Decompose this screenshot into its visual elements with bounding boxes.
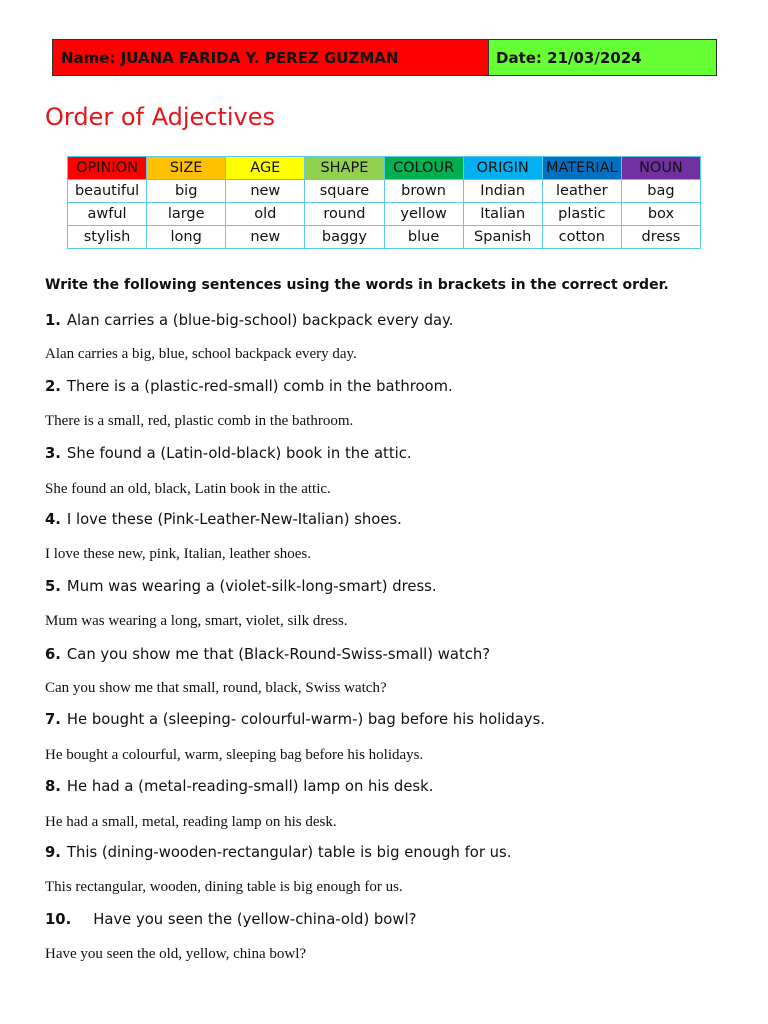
question-number: 8.: [45, 778, 61, 795]
question-text: Mum was wearing a (violet-silk-long-smart) dress.: [66, 578, 437, 595]
table-cell: dress: [621, 226, 700, 249]
question-item: [45, 646, 490, 663]
table-cell: blue: [384, 226, 463, 249]
table-cell: Spanish: [463, 226, 542, 249]
table-cell: awful: [68, 203, 147, 226]
question-number: 10.: [45, 911, 72, 928]
table-cell: new: [226, 226, 305, 249]
question-text: This (dining-wooden-rectangular) table is big enough for us.: [66, 844, 512, 861]
table-cell: leather: [542, 180, 621, 203]
exercise-instructions: Write the following sentences using the words in brackets in the correct order.: [45, 277, 669, 293]
table-cell: long: [147, 226, 226, 249]
question-item: [45, 445, 412, 462]
table-row: [68, 180, 701, 203]
question-item: [45, 778, 433, 795]
question-number: 7.: [45, 711, 61, 728]
answer-text: He had a small, metal, reading lamp on his desk.: [45, 814, 337, 830]
page-title: Order of Adjectives: [45, 103, 276, 131]
answer-text: There is a small, red, plastic comb in the bathroom.: [45, 413, 354, 429]
table-cell: square: [305, 180, 384, 203]
table-cell: round: [305, 203, 384, 226]
question-text: I love these (Pink-Leather-New-Italian) shoes.: [66, 511, 402, 528]
question-item: [45, 844, 511, 861]
column-header-noun: NOUN: [621, 157, 700, 180]
answer-text: Alan carries a big, blue, school backpack every day.: [45, 346, 357, 362]
question-item: [45, 312, 453, 329]
question-number: 2.: [45, 378, 61, 395]
table-cell: old: [226, 203, 305, 226]
question-item: [45, 511, 402, 528]
table-cell: baggy: [305, 226, 384, 249]
student-name-field: Name: JUANA FARIDA Y. PEREZ GUZMAN: [53, 40, 489, 75]
answer-text: He bought a colourful, warm, sleeping bag before his holidays.: [45, 747, 424, 763]
table-header-row: [68, 157, 701, 180]
answer-text: I love these new, pink, Italian, leather shoes.: [45, 546, 312, 562]
question-text: He bought a (sleeping- colourful-warm-) bag before his holidays.: [66, 711, 545, 728]
column-header-age: AGE: [226, 157, 305, 180]
question-text: Can you show me that (Black-Round-Swiss-small) watch?: [66, 646, 491, 663]
answer-text: This rectangular, wooden, dining table is big enough for us.: [45, 879, 403, 895]
table-cell: brown: [384, 180, 463, 203]
question-item: [45, 578, 437, 595]
answer-text: Mum was wearing a long, smart, violet, silk dress.: [45, 613, 348, 629]
column-header-size: SIZE: [147, 157, 226, 180]
question-number: 5.: [45, 578, 61, 595]
question-text: She found a (Latin-old-black) book in the attic.: [66, 445, 412, 462]
table-row: [68, 226, 701, 249]
answer-text: She found an old, black, Latin book in the attic.: [45, 481, 331, 497]
date-field: Date: 21/03/2024: [489, 40, 716, 75]
question-item: [45, 378, 453, 395]
table-cell: box: [621, 203, 700, 226]
question-number: 3.: [45, 445, 61, 462]
table-cell: Indian: [463, 180, 542, 203]
answer-text: Have you seen the old, yellow, china bowl?: [45, 946, 307, 962]
student-header: [52, 39, 717, 76]
column-header-material: MATERIAL: [542, 157, 621, 180]
table-cell: large: [147, 203, 226, 226]
table-cell: stylish: [68, 226, 147, 249]
column-header-origin: ORIGIN: [463, 157, 542, 180]
question-text: Have you seen the (yellow-china-old) bowl?: [93, 911, 417, 928]
table-cell: cotton: [542, 226, 621, 249]
question-number: 1.: [45, 312, 61, 329]
table-cell: yellow: [384, 203, 463, 226]
table-cell: Italian: [463, 203, 542, 226]
question-number: 6.: [45, 646, 61, 663]
column-header-colour: COLOUR: [384, 157, 463, 180]
table-row: [68, 203, 701, 226]
table-cell: big: [147, 180, 226, 203]
question-number: 9.: [45, 844, 61, 861]
answer-text: Can you show me that small, round, black, Swiss watch?: [45, 680, 387, 696]
table-cell: beautiful: [68, 180, 147, 203]
question-text: He had a (metal-reading-small) lamp on his desk.: [66, 778, 434, 795]
table-body: [68, 180, 701, 249]
table-cell: plastic: [542, 203, 621, 226]
question-item: [45, 711, 545, 728]
question-item: [45, 911, 416, 928]
question-text: Alan carries a (blue-big-school) backpack every day.: [66, 312, 454, 329]
adjective-order-table: [67, 156, 701, 249]
question-number: 4.: [45, 511, 61, 528]
column-header-opinion: OPINION: [68, 157, 147, 180]
table-cell: new: [226, 180, 305, 203]
column-header-shape: SHAPE: [305, 157, 384, 180]
table-cell: bag: [621, 180, 700, 203]
question-text: There is a (plastic-red-small) comb in the bathroom.: [66, 378, 453, 395]
